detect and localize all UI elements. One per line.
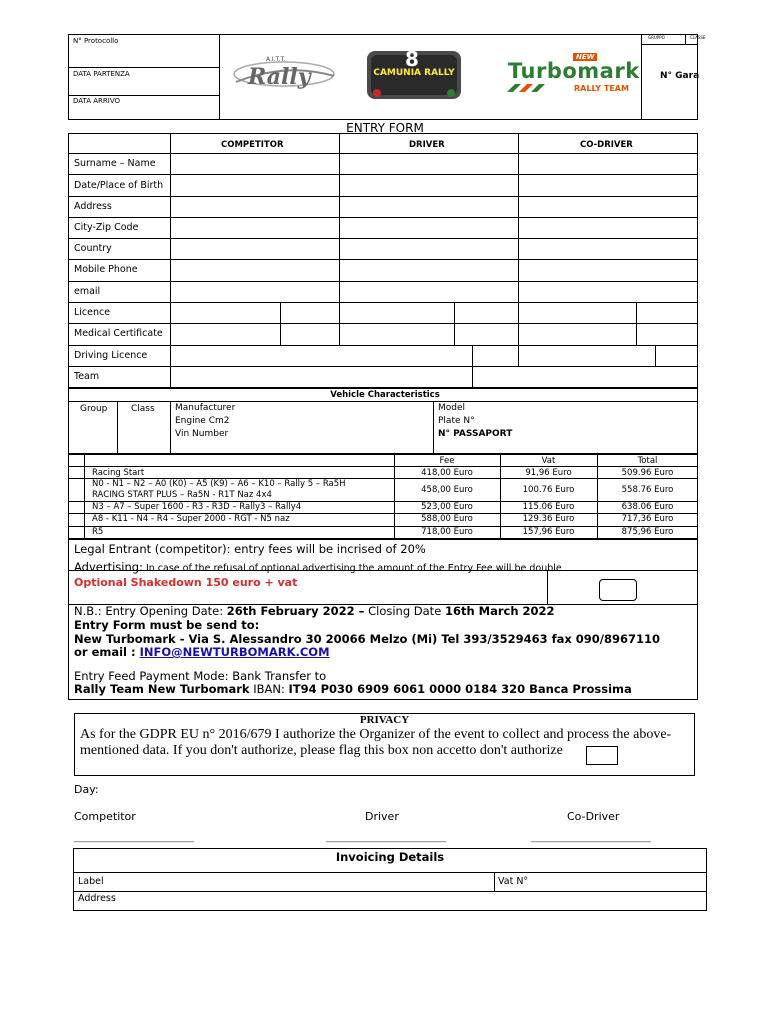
col-line xyxy=(280,302,281,345)
fee-row-total: 638.06 Euro xyxy=(621,502,674,512)
row-label-country: Country xyxy=(74,243,112,254)
invoicing-line xyxy=(73,872,707,873)
nb-opening-date: 26th February 2022 – xyxy=(226,604,365,618)
col-line xyxy=(170,133,171,388)
fee-row-fee: 523,00 Euro xyxy=(421,502,473,512)
header-line-1 xyxy=(68,67,219,68)
row-line xyxy=(68,366,698,367)
row-label-medical: Medical Certificate xyxy=(74,328,163,339)
row-label-team: Team xyxy=(74,371,100,382)
payment-iban: IT94 P030 6909 6061 0000 0184 320 Banca Prossima xyxy=(288,682,632,696)
privacy-title: PRIVACY xyxy=(359,714,410,726)
legal-advertising-text: In case of the refusal of optional advertising the amount of the Entry Fee will be double xyxy=(142,563,562,574)
row-line xyxy=(68,281,698,282)
camunia-rally-text: CAMUNIA RALLY xyxy=(373,68,455,78)
payment-line-2 xyxy=(74,682,632,696)
nb-closing-label: Closing Date xyxy=(364,604,445,618)
vehicle-title: Vehicle Characteristics xyxy=(330,390,440,400)
row-line xyxy=(68,217,698,218)
fees-line xyxy=(68,466,698,467)
co-driver-label: Co-Driver xyxy=(567,810,620,823)
row-line xyxy=(68,196,698,197)
vehicle-class: Class xyxy=(131,404,155,414)
camunia-rally-logo xyxy=(365,47,463,101)
col-line xyxy=(339,133,340,308)
driver-label: Driver xyxy=(365,810,399,823)
col-line xyxy=(454,302,455,345)
form-title: ENTRY FORM xyxy=(346,121,424,135)
row-label-email: email xyxy=(74,286,101,297)
col-line xyxy=(636,302,637,345)
vehicle-passport: N° PASSAPORT xyxy=(438,429,513,439)
fee-row-vat: 100.76 Euro xyxy=(522,485,575,495)
row-line xyxy=(68,153,698,154)
fee-row-fee: 718,00 Euro xyxy=(421,527,473,537)
turbomark-team-text: RALLY TEAM xyxy=(574,84,629,93)
fee-row-fee: 458,00 Euro xyxy=(421,485,473,495)
aci-rally-text: Rally xyxy=(248,64,311,90)
fee-row-label: N3 – A7 – Super 1600 - R3 - R3D – Rally3 – Rally4 xyxy=(92,502,302,512)
privacy-checkbox[interactable] xyxy=(586,746,618,765)
row-line xyxy=(68,302,698,303)
fee-row-label-2: RACING START PLUS – Ra5N - R1T Naz 4x4 xyxy=(92,490,272,500)
col-co-driver: CO-DRIVER xyxy=(580,140,633,150)
nb-address: New Turbomark - Via S. Alessandro 30 20066 Melzo (Mi) Tel 393/3529463 fax 090/8967110 xyxy=(74,632,661,646)
col-line xyxy=(339,302,340,345)
col-competitor: COMPETITOR xyxy=(221,140,284,150)
invoicing-title: Invoicing Details xyxy=(335,850,445,864)
fees-header-vat: Vat xyxy=(541,456,556,466)
turbomark-logo xyxy=(505,50,640,96)
fee-row-total: 558.76 Euro xyxy=(621,485,674,495)
row-label-licence: Licence xyxy=(74,307,111,318)
gruppo-line xyxy=(641,44,698,45)
turbomark-text: Turbomark xyxy=(508,59,640,83)
start-date-label: DATA PARTENZA xyxy=(73,70,130,78)
aci-rally-small: A.I.T.T. xyxy=(266,56,286,63)
fee-row-label: Racing Start xyxy=(92,468,145,478)
fee-row-total: 509.96 Euro xyxy=(621,468,674,478)
payment-account-name: Rally Team New Turbomark xyxy=(74,682,250,696)
invoicing-line xyxy=(73,891,707,892)
vehicle-line xyxy=(68,401,698,402)
fee-row-vat: 129.36 Euro xyxy=(522,514,575,524)
vehicle-col xyxy=(433,401,434,454)
row-line xyxy=(68,174,698,175)
row-line xyxy=(68,323,698,324)
fee-row-vat: 115.06 Euro xyxy=(522,502,575,512)
competitor-signature-line[interactable]: ________________________ xyxy=(74,832,194,843)
row-line xyxy=(68,259,698,260)
vehicle-plate: Plate N° xyxy=(438,416,475,426)
protocol-label: N° Protocollo xyxy=(73,37,119,45)
gruppo-label: GRUPPO xyxy=(648,35,665,40)
privacy-line-1: As for the GDPR EU n° 2016/679 I authorize the Organizer of the event to collect and process the above- xyxy=(80,727,672,742)
shakedown-option: Optional Shakedown 150 euro + vat xyxy=(74,576,298,589)
nb-email-prefix: or email : xyxy=(74,645,140,659)
info-line xyxy=(68,570,698,571)
legal-advertising: Advertising: xyxy=(74,560,143,574)
classe-label: CLASSE xyxy=(690,35,706,40)
row-label-mobile: Mobile Phone xyxy=(74,264,138,275)
col-line xyxy=(518,133,519,308)
fees-header-fee: Fee xyxy=(439,456,455,466)
row-label-surname: Surname – Name xyxy=(74,158,156,169)
fee-row-label: N0 - N1 – N2 – A0 (K0) – A5 (K9) – A6 – K10 – Rally 5 – Ra5H xyxy=(92,479,346,489)
invoicing-col xyxy=(494,872,495,891)
vehicle-vin: Vin Number xyxy=(175,429,229,439)
shakedown-divider xyxy=(547,570,548,604)
col-driver: DRIVER xyxy=(409,140,445,150)
fee-row-label: R5 xyxy=(92,527,104,537)
row-label-city: City-Zip Code xyxy=(74,222,139,233)
fee-row-vat: 157,96 Euro xyxy=(522,527,575,537)
vehicle-col xyxy=(117,401,118,454)
nb-email-line xyxy=(74,645,330,659)
header-line-2 xyxy=(68,95,219,96)
invoicing-address: Address xyxy=(78,893,116,904)
col-line xyxy=(472,345,473,388)
vehicle-group: Group xyxy=(80,404,108,414)
camunia-rally-number: 8 xyxy=(405,47,419,71)
email-link[interactable]: INFO@NEWTURBOMARK.COM xyxy=(139,645,330,659)
row-label-birth: Date/Place of Birth xyxy=(74,180,164,191)
legal-line-2 xyxy=(74,556,562,575)
arrival-date-label: DATA ARRIVO xyxy=(73,97,121,105)
row-label-address: Address xyxy=(74,201,112,212)
entry-table xyxy=(68,133,698,388)
fee-row-total: 875,96 Euro xyxy=(621,527,674,537)
col-line xyxy=(655,345,656,366)
vehicle-manufacturer: Manufacturer xyxy=(175,403,236,413)
turbomark-new-badge: NEW xyxy=(573,53,597,61)
gara-divider xyxy=(641,34,642,120)
fee-row-total: 717,36 Euro xyxy=(621,514,674,524)
gruppo-classe-divider xyxy=(685,34,686,44)
fee-row-vat: 91,96 Euro xyxy=(525,468,572,478)
vehicle-model: Model xyxy=(438,403,466,413)
fee-row-fee: 588,00 Euro xyxy=(421,514,473,524)
invoicing-vat: Vat N° xyxy=(498,876,529,887)
nb-send-to: Entry Form must be send to: xyxy=(74,618,260,632)
race-number-label: N° Gara xyxy=(660,71,700,81)
row-label-driving-licence: Driving Licence xyxy=(74,350,148,361)
vehicle-engine: Engine Cm2 xyxy=(175,416,230,426)
col-line xyxy=(518,345,519,366)
co-driver-signature-line[interactable]: ________________________ xyxy=(531,832,651,843)
driver-signature-line[interactable]: ________________________ xyxy=(326,832,446,843)
payment-line-1: Entry Feed Payment Mode: Bank Transfer to xyxy=(74,669,327,683)
fee-row-label: A8 - K11 - N4 - R4 - Super 2000 - RGT - N5 naz xyxy=(92,514,290,524)
vehicle-col xyxy=(170,401,171,454)
day-label: Day: xyxy=(74,783,99,796)
competitor-label: Competitor xyxy=(74,810,136,823)
invoicing-label: Label xyxy=(78,876,104,887)
payment-iban-label: IBAN: xyxy=(249,682,289,696)
header-divider-left xyxy=(219,34,220,120)
fees-header-total: Total xyxy=(637,456,658,466)
aci-rally-logo xyxy=(226,52,338,94)
nb-dates xyxy=(74,604,555,618)
shakedown-checkbox[interactable] xyxy=(599,579,637,601)
row-line xyxy=(68,345,698,346)
privacy-line-2: mentioned data. If you don't authorize, please flag this box non accetto don't authorize xyxy=(80,743,563,758)
col-line xyxy=(518,302,519,345)
legal-line-1: Legal Entrant (competitor): entry fees will be incrised of 20% xyxy=(74,542,426,556)
nb-opening-label: N.B.: Entry Opening Date: xyxy=(74,604,227,618)
nb-closing-date: 16th March 2022 xyxy=(444,604,555,618)
row-line xyxy=(68,238,698,239)
fee-row-fee: 418,00 Euro xyxy=(421,468,473,478)
